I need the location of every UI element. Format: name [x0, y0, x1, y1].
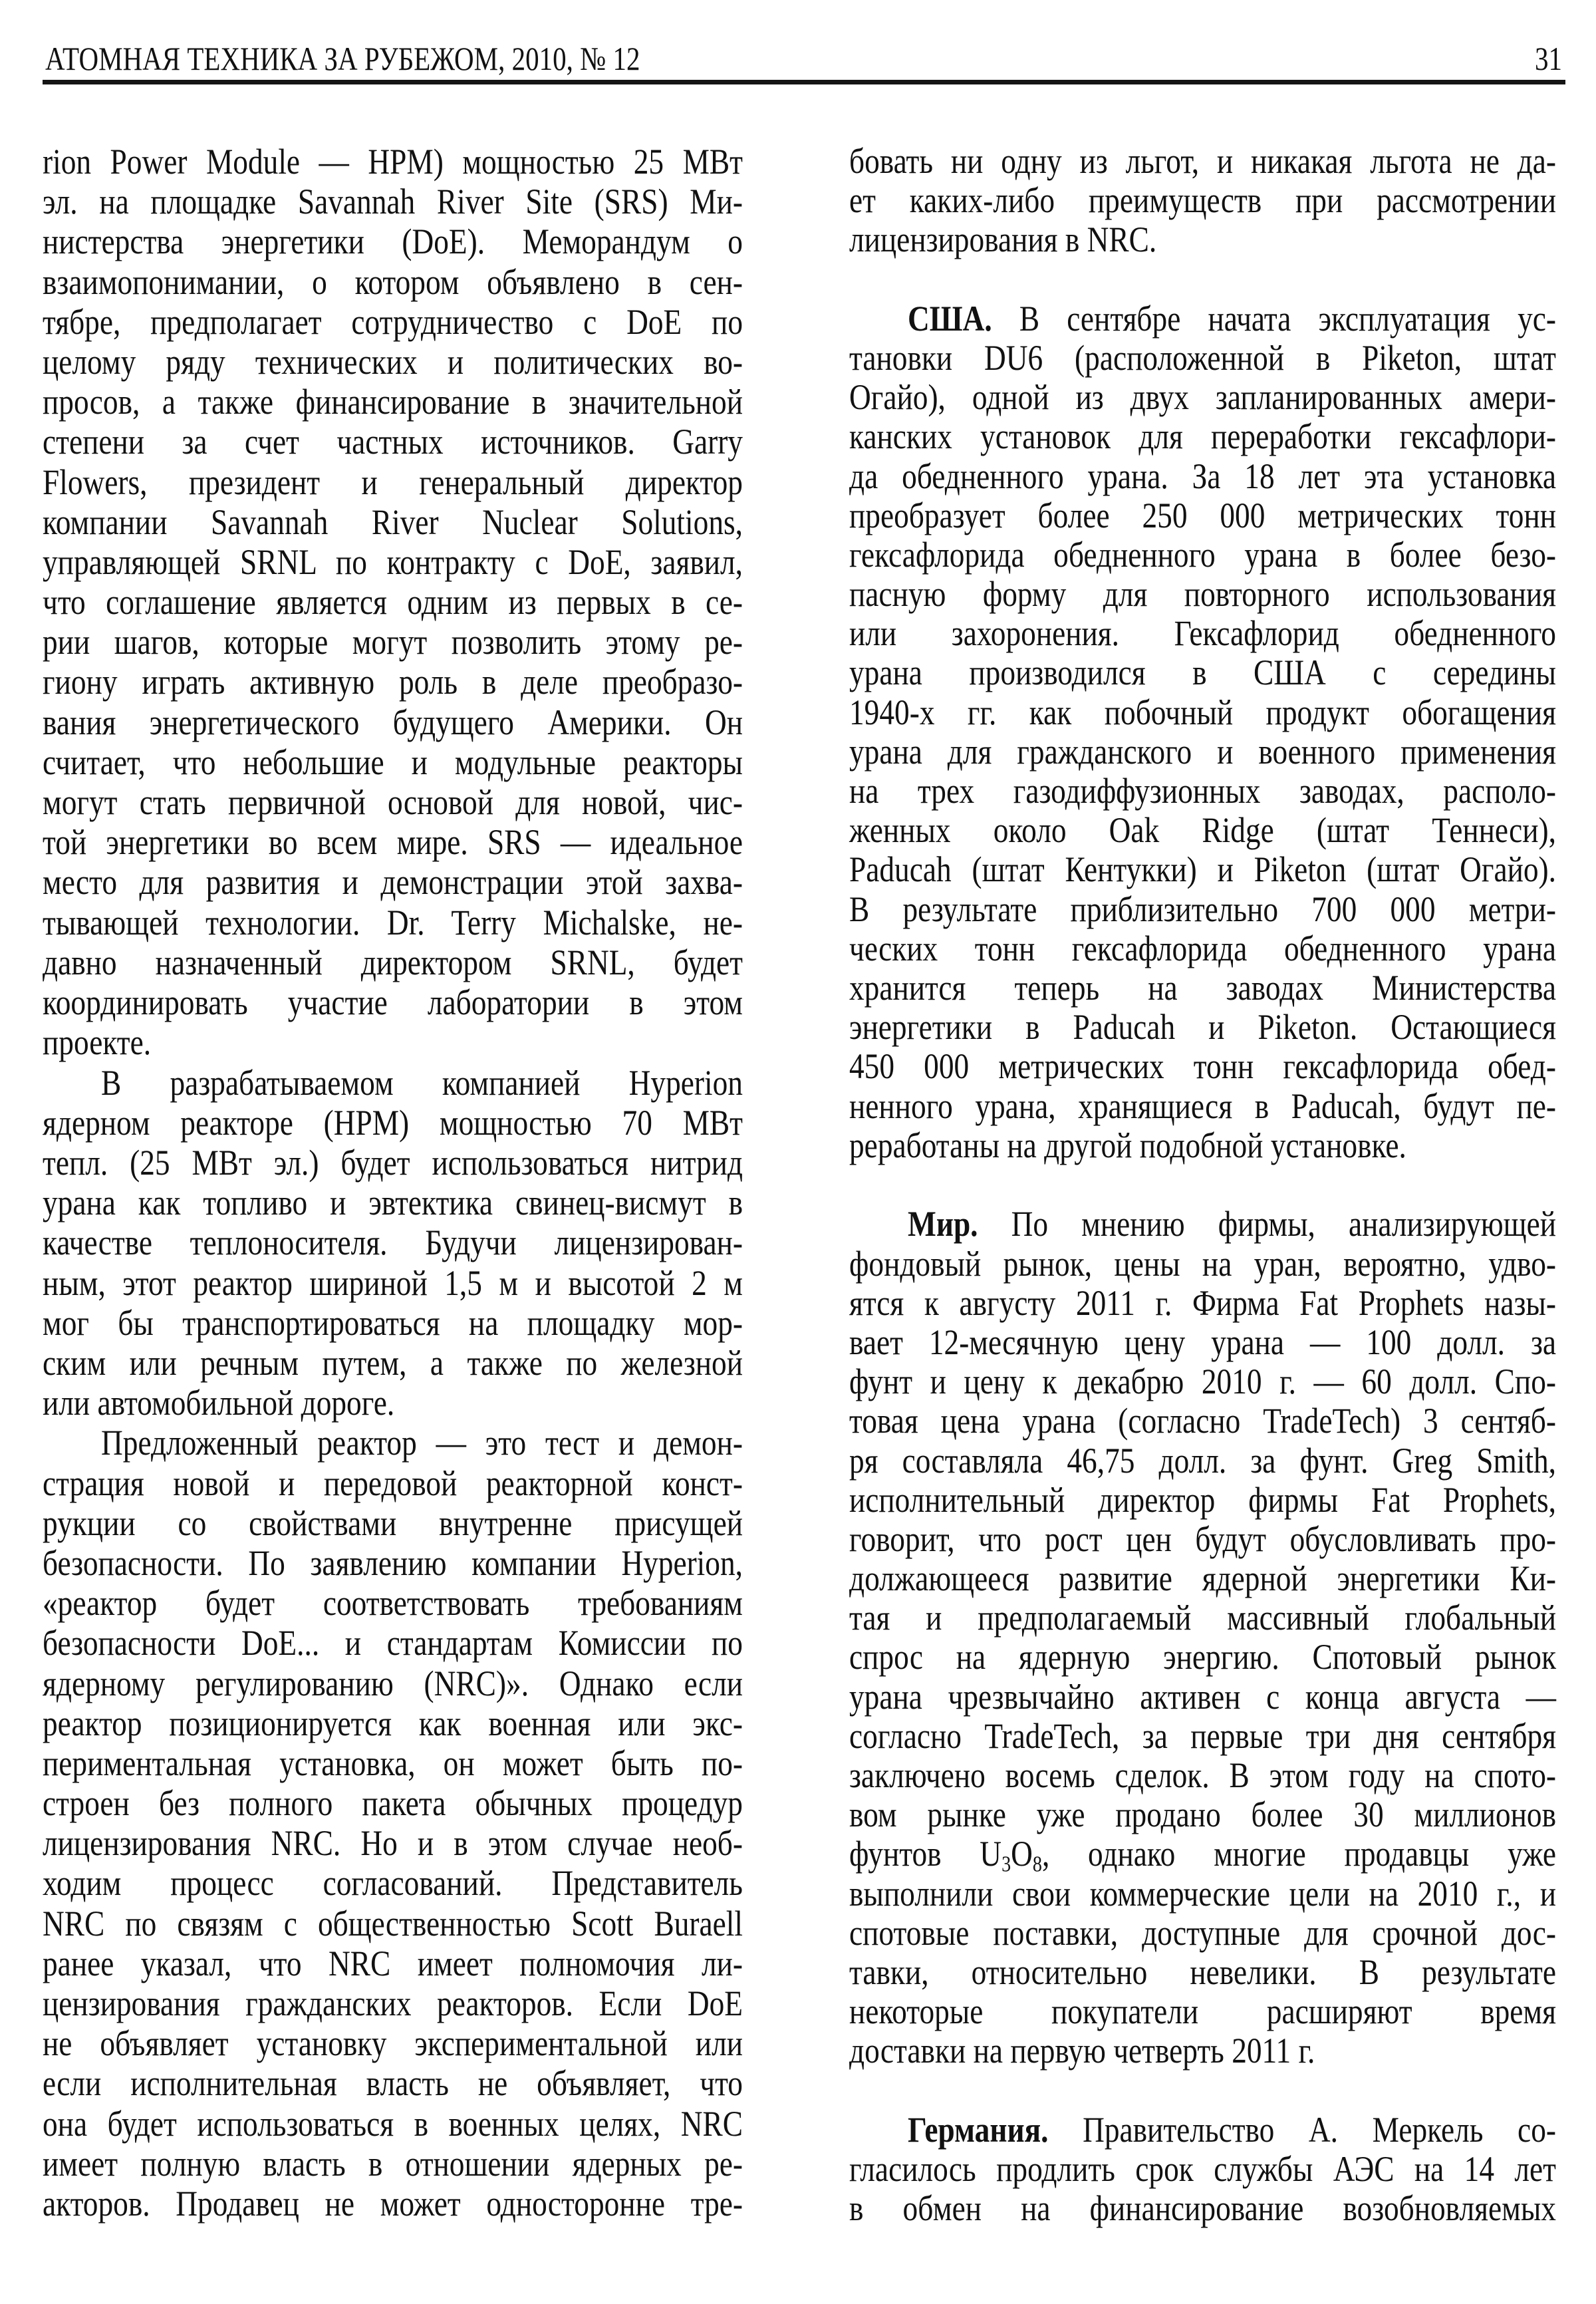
line-text: должающееся развитие ядерной энергетики Ки-: [849, 1558, 1556, 1599]
text-line: [849, 1323, 1556, 1362]
text-line: [849, 1441, 1556, 1481]
text-line: [43, 1863, 743, 1903]
text-line: [43, 1183, 743, 1223]
line-text: Flowers, президент и генеральный директор: [43, 462, 743, 502]
text-line: [849, 2189, 1556, 2228]
line-text: если исполнительная власть не объявляет, что: [43, 2063, 743, 2104]
text-line: [43, 903, 743, 942]
text-line: [43, 1743, 743, 1783]
line-text: ядерному регулированию (NRC)». Однако если: [43, 1663, 743, 1703]
text-line: [43, 862, 743, 902]
line-text: лицензирования NRC. Но и в этом случае необ-: [43, 1823, 743, 1864]
text-line: [43, 1703, 743, 1743]
text-line: [849, 1992, 1556, 2031]
text-line: [43, 182, 743, 221]
line-text: мог бы транспортироваться на площадку мор-: [43, 1302, 743, 1343]
line-text: гексафлорида обедненного урана в более безо-: [849, 534, 1556, 575]
text-line: [849, 1401, 1556, 1441]
line-text: тая и предполагаемый массивный глобальный: [849, 1598, 1556, 1638]
text-line: [43, 942, 743, 982]
text-line: [43, 1663, 743, 1703]
text-line: [849, 299, 1556, 339]
running-header-title: АТОМНАЯ ТЕХНИКА ЗА РУБЕЖОМ, 2010, № 12: [45, 40, 640, 77]
text-line: [43, 382, 743, 422]
section-lead: Германия.: [908, 2110, 1049, 2150]
line-text: целому ряду технических и политических во-: [43, 341, 743, 382]
text-line: [43, 2023, 743, 2063]
text-line: [43, 822, 743, 862]
line-text: да обедненного урана. За 18 лет эта установка: [849, 456, 1556, 496]
line-text: нистерства энергетики (DoE). Меморандум о: [43, 221, 743, 262]
text-line: [849, 1874, 1556, 1914]
line-text: цензирования гражданских реакторов. Если DoE: [43, 1983, 743, 2024]
text-line: [849, 772, 1556, 811]
text-line: [43, 982, 743, 1022]
line-text: она будет использоваться в военных целях, NRC: [43, 2103, 743, 2144]
line-text: женных около Oak Ridge (штат Теннеси),: [849, 810, 1556, 851]
text-line: [43, 1383, 743, 1423]
line-text: строен без полного пакета обычных процедур: [43, 1783, 743, 1824]
text-line: [43, 142, 743, 182]
text-line: [43, 1143, 743, 1183]
line-text: энергетики в Paducah и Piketon. Остающиеся: [849, 1007, 1556, 1048]
line-text: исполнительный директор фирмы Fat Prophets,: [849, 1479, 1556, 1520]
text-line: [849, 457, 1556, 496]
line-text: Предложенный реактор — это тест и демон-: [101, 1423, 743, 1463]
line-text: 1940-х гг. как побочный продукт обогащения: [849, 692, 1556, 732]
text-line: [43, 302, 743, 342]
header-rule: [43, 80, 1565, 84]
line-text: доставки на первую четверть 2011 г.: [849, 2031, 1315, 2071]
text-line: [849, 2031, 1556, 2071]
text-line: [849, 1677, 1556, 1717]
section-lead: США.: [908, 298, 992, 339]
line-text: компании Savannah River Nuclear Solutions,: [43, 502, 743, 542]
text-line: [43, 2144, 743, 2184]
line-text: могут стать первичной основой для новой, чис-: [43, 782, 743, 822]
text-line: [43, 1823, 743, 1863]
line-text: спотовые поставки, доступные для срочной дос-: [849, 1912, 1556, 1953]
text-line: [849, 2110, 1556, 2150]
line-text: эл. на площадке Savannah River Site (SRS) Ми-: [43, 182, 743, 222]
text-line: [43, 1423, 743, 1463]
line-text: бовать ни одну из льгот, и никакая льгота не да-: [849, 141, 1556, 181]
line-text: ядерном реакторе (HPM) мощностью 70 МВт: [43, 1102, 743, 1143]
line-text: вом рынке уже продано более 30 миллионов: [849, 1795, 1556, 1835]
line-text: тепл. (25 МВт эл.) будет использоваться нитрид: [43, 1142, 743, 1183]
text-line: [849, 693, 1556, 732]
line-text: периментальная установка, он может быть по-: [43, 1743, 743, 1783]
line-text: Огайо), одной из двух запланированных амери-: [849, 377, 1556, 418]
text-line: [43, 622, 743, 662]
line-text: не объявляет установку экспериментальной или: [43, 2023, 743, 2064]
line-text: урана производился в США с середины: [849, 652, 1556, 693]
text-line: [849, 1520, 1556, 1559]
line-text: урана чрезвычайно активен с конца августа —: [849, 1676, 1556, 1717]
text-line: [43, 1503, 743, 1543]
text-line: [849, 1008, 1556, 1047]
text-line: [849, 1795, 1556, 1834]
text-line: [43, 1583, 743, 1623]
text-line: [43, 1103, 743, 1143]
text-line: [43, 1343, 743, 1383]
line-text: NRC по связям с общественностью Scott Burаell: [43, 1903, 743, 1944]
text-segment: , однако многие продавцы уже: [1041, 1834, 1556, 1874]
line-text: тавки, относительно невелики. В результате: [849, 1951, 1556, 1992]
line-text: спрос на ядерную энергию. Спотовый рынок: [849, 1637, 1556, 1677]
text-line: [43, 1463, 743, 1503]
text-line: [849, 1126, 1556, 1165]
text-line: [43, 782, 743, 822]
text-line: [849, 653, 1556, 692]
text-line: [43, 1543, 743, 1583]
line-text: выполнили свои коммерческие цели на 2010 г., и: [849, 1873, 1556, 1914]
line-text: говорит, что рост цен будут обусловливать про-: [849, 1518, 1556, 1559]
text-line: [43, 2104, 743, 2144]
text-line: [849, 732, 1556, 772]
line-text: взаимопонимании, о котором объявлено в сен-: [43, 261, 743, 302]
text-line: [849, 1362, 1556, 1401]
text-line: [43, 262, 743, 302]
text-line: [849, 1559, 1556, 1598]
line-text: давно назначенный директором SRNL, будет: [43, 942, 743, 982]
text-line: [849, 417, 1556, 456]
text-line: [849, 1598, 1556, 1638]
paragraph: [43, 1063, 743, 1423]
text-line: [849, 181, 1556, 220]
text-line: [849, 1953, 1556, 1992]
line-text: ским или речным путем, а также по железной: [43, 1342, 743, 1383]
text-line: [43, 1063, 743, 1103]
line-text: имеет полную власть в отношении ядерных ре-: [43, 2143, 743, 2184]
text-line: [849, 1087, 1556, 1126]
text-line: [43, 2184, 743, 2224]
line-text: согласно TradeTech, за первые три дня сентября: [849, 1715, 1556, 1756]
text-line: [849, 1205, 1556, 1244]
text-line: [43, 702, 743, 742]
text-line: [43, 1303, 743, 1343]
line-text: ет каких-либо преимуществ при рассмотрении: [849, 180, 1556, 221]
text-line: [43, 1783, 743, 1823]
text-line: [849, 1834, 1556, 1877]
line-text: ранее указал, что NRC имеет полномочия ли-: [43, 1943, 743, 1983]
text-line: [849, 890, 1556, 929]
text-line: [43, 221, 743, 261]
text-line: [43, 342, 743, 382]
line-text: тановки DU6 (расположенной в Piketon, штат: [849, 337, 1556, 378]
text-line: [849, 1244, 1556, 1284]
line-text: качестве теплоносителя. Будучи лицензирован-: [43, 1223, 743, 1263]
line-text: тябре, предполагает сотрудничество с DoE по: [43, 301, 743, 342]
line-text: пасную форму для повторного использования: [849, 574, 1556, 615]
line-text: «реактор будет соответствовать требованиям: [43, 1583, 743, 1624]
text-line: [43, 1623, 743, 1663]
text-line: [849, 339, 1556, 378]
line-text: рукции со свойствами внутренне присущей: [43, 1503, 743, 1543]
text-line: [849, 850, 1556, 889]
line-text: гиону играть активную роль в деле преобразо-: [43, 662, 743, 702]
line-text: ческих тонн гексафлорида обедненного урана: [849, 928, 1556, 968]
line-text: безопасности DoE... и стандартам Комиссии по: [43, 1623, 743, 1663]
subscript: 8: [1032, 1852, 1042, 1877]
text-line: [849, 929, 1556, 968]
line-text: считает, что небольшие и модульные реакторы: [43, 742, 743, 782]
line-text: проекте.: [43, 1022, 152, 1063]
text-line: [849, 575, 1556, 614]
line-text: Правительство А. Меркель со-: [1048, 2110, 1556, 2150]
line-text: просов, а также финансирование в значительной: [43, 382, 743, 422]
line-text: 450 000 метрических тонн гексафлорида обед-: [849, 1046, 1556, 1087]
paragraph: [849, 1205, 1556, 2071]
line-text: лицензирования в NRC.: [849, 219, 1157, 260]
text-line: [43, 1022, 743, 1062]
line-text: ря составляла 46,75 долл. за фунт. Greg Smith,: [849, 1440, 1556, 1481]
text-line: [849, 1756, 1556, 1795]
line-text: В сентябре начата эксплуатация ус-: [992, 298, 1556, 339]
line-text: преобразует более 250 000 метрических тонн: [849, 495, 1556, 535]
line-text: rion Power Module — HPM) мощностью 25 МВт: [43, 142, 743, 182]
text-line: [43, 1944, 743, 1983]
line-text: реработаны на другой подобной установке.: [849, 1125, 1406, 1165]
text-line: [43, 502, 743, 542]
line-text: координировать участие лаборатории в этом: [43, 982, 743, 1022]
line-text: страция новой и передовой реакторной конст-: [43, 1463, 743, 1503]
line-text: гласилось продлить срок службы АЭС на 14 лет: [849, 2149, 1556, 2190]
line-text: реактор позиционируется как военная или экс-: [43, 1703, 743, 1743]
text-line: [43, 582, 743, 622]
text-line: [849, 142, 1556, 181]
line-text: управляющей SRNL по контракту с DoE, заявил,: [43, 541, 743, 582]
text-line: [43, 2063, 743, 2103]
text-line: [43, 462, 743, 502]
text-line: [849, 2150, 1556, 2189]
text-line: [43, 1223, 743, 1262]
text-line: [849, 614, 1556, 653]
line-text: в обмен на финансирование возобновляемых: [849, 2188, 1556, 2229]
line-text: товая цена урана (согласно TradeTech) 3 сентяб-: [849, 1401, 1556, 1441]
text-line: [849, 1914, 1556, 1953]
line-text: степени за счет частных источников. Garry: [43, 422, 743, 462]
line-text: канских установок для переработки гексафлори-: [849, 416, 1556, 457]
paragraph: [849, 299, 1556, 1165]
line-text: что соглашение является одним из первых в се-: [43, 582, 743, 623]
text-line: [849, 1717, 1556, 1756]
line-text: место для развития и демонстрации этой захва-: [43, 862, 743, 903]
line-text: или захоронения. Гексафлорид обедненного: [849, 613, 1556, 654]
page-number: 31: [1535, 40, 1562, 77]
text-line: [849, 378, 1556, 417]
line-text: безопасности. По заявлению компании Hyperion,: [43, 1542, 743, 1583]
line-text: фондовый рынок, цены на уран, вероятно, удво-: [849, 1243, 1556, 1284]
text-segment: O: [1011, 1834, 1033, 1874]
subscript: 3: [1001, 1852, 1011, 1877]
paragraph: [849, 142, 1556, 260]
line-text: заключено восемь сделок. В этом году на спото-: [849, 1755, 1556, 1796]
text-line: [849, 496, 1556, 535]
line-text: хранится теперь на заводах Министерства: [849, 967, 1556, 1008]
text-line: [43, 422, 743, 462]
text-line: [849, 811, 1556, 850]
line-text: урана для гражданского и военного применения: [849, 731, 1556, 772]
text-line: [43, 742, 743, 782]
line-text: тывающей технологии. Dr. Terry Michalske, не-: [43, 902, 743, 942]
text-line: [43, 542, 743, 582]
section-lead: Мир.: [908, 1204, 978, 1244]
line-text: фунт и цену к декабрю 2010 г. — 60 долл. Спо-: [849, 1362, 1556, 1402]
line-text: В разрабатываемом компанией Hyperion: [101, 1062, 743, 1103]
line-text: или автомобильной дороге.: [43, 1383, 395, 1423]
text-line: [43, 1904, 743, 1944]
paragraph: [849, 2110, 1556, 2229]
line-text: рии шагов, которые могут позволить этому ре-: [43, 622, 743, 662]
line-text: той энергетики во всем мире. SRS — идеальное: [43, 822, 743, 863]
text-line: [849, 220, 1556, 259]
line-text: В результате приблизительно 700 000 метри-: [849, 889, 1556, 929]
text-line: [849, 1481, 1556, 1520]
line-text: вает 12-месячную цену урана — 100 долл. за: [849, 1322, 1556, 1362]
text-line: [43, 1983, 743, 2023]
line-text: некоторые покупатели расширяют время: [849, 1991, 1556, 2032]
text-line: [849, 1047, 1556, 1086]
line-text: ным, этот реактор шириной 1,5 м и высотой 2 м: [43, 1262, 743, 1303]
line-text: Paducah (штат Кентукки) и Piketon (штат Огайо).: [849, 849, 1556, 890]
line-text: ятся к августу 2011 г. Фирма Fat Prophets назы-: [849, 1282, 1556, 1323]
text-line: [849, 535, 1556, 575]
line-text: ходим процесс согласований. Представитель: [43, 1863, 743, 1904]
text-line: [43, 1263, 743, 1303]
line-text: ненного урана, хранящиеся в Paducah, будут пе-: [849, 1085, 1556, 1126]
text-line: [849, 1638, 1556, 1677]
text-line: [849, 968, 1556, 1008]
text-line: [849, 1284, 1556, 1323]
line-text: на трех газодиффузионных заводах, располо-: [849, 771, 1556, 811]
line-text: акторов. Продавец не может односторонне тре-: [43, 2183, 743, 2224]
line-text: урана как топливо и эвтектика свинец-висмут в: [43, 1183, 743, 1223]
paragraph: [43, 142, 743, 1062]
text-line: [43, 662, 743, 702]
line-text: По мнению фирмы, анализирующей: [978, 1204, 1556, 1244]
line-text: вания энергетического будущего Америки. Он: [43, 702, 743, 742]
text-segment: фунтов U: [849, 1834, 1002, 1874]
paragraph: [43, 1423, 743, 2224]
